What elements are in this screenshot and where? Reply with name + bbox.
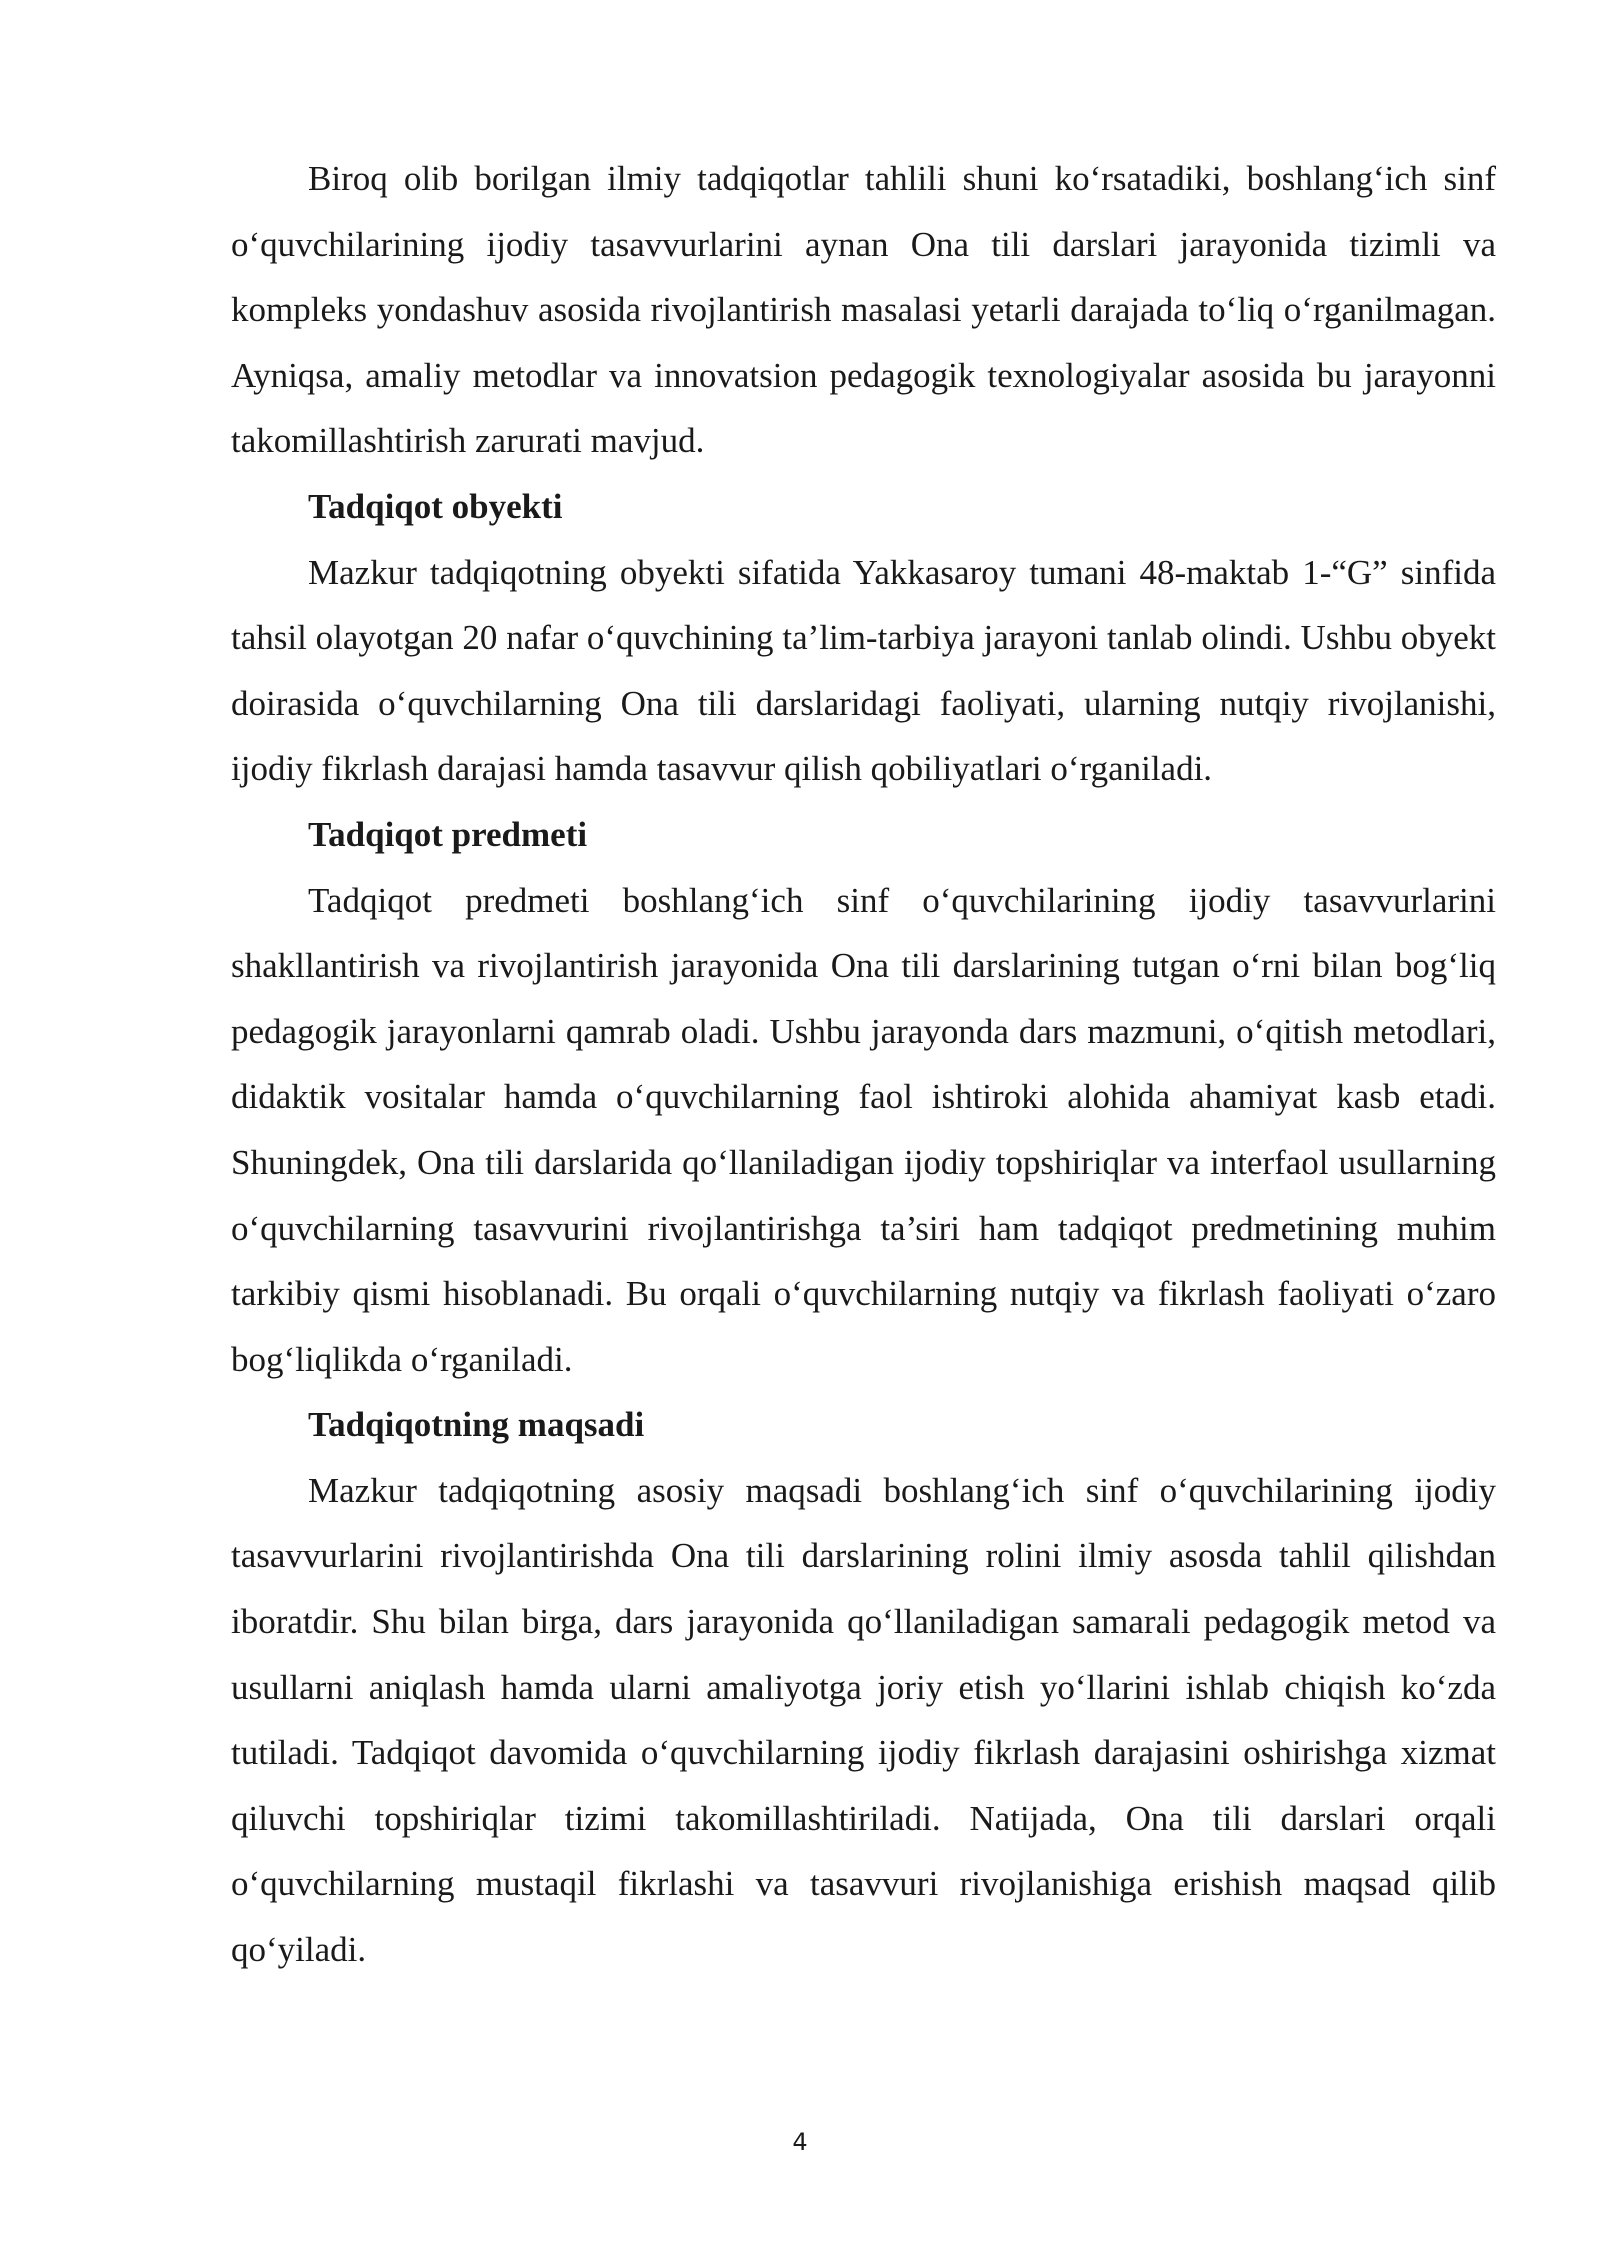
page-number: 4 (792, 2128, 808, 2156)
section-heading-subject: Tadqiqot predmeti (308, 814, 588, 854)
document-page (231, 146, 1496, 1983)
section-heading-goal: Tadqiqotning maqsadi (308, 1405, 645, 1445)
section-body-goal: Mazkur tadqiqotning asosiy maqsadi boshlang‘ich sinf o‘quvchilarining ijodiy tasavvurlarini rivojlantirishda Ona tili darslarining rolini ilmiy asosda tahlil qilishdan iboratdir. Shu bilan birga, dars jarayonida qo‘llaniladigan samarali pedagogik metod va usullarni aniqlash hamda ularni amaliyotga joriy etish yo‘llarini ishlab chiqish ko‘zda tutiladi. Tadqiqot davomida o‘quvchilarning ijodiy fikrlash darajasini oshirishga xizmat qiluvchi topshiriqlar tizimi takomillashtiriladi. Natijada, Ona tili darslari orqali o‘quvchilarning mustaqil fikrlashi va tasavvuri rivojlanishiga erishish maqsad qilib qo‘yiladi. (231, 1470, 1496, 1970)
section-heading-object: Tadqiqot obyekti (308, 486, 563, 526)
section-body-object: Mazkur tadqiqotning obyekti sifatida Yakkasaroy tumani 48-maktab 1-“G” sinfida tahsil olayotgan 20 nafar o‘quvchining ta’lim-tarbiya jarayoni tanlab olindi. Ushbu obyekt doirasida o‘quvchilarning Ona tili darslaridagi faoliyati, ularning nutqiy rivojlanishi, ijodiy fikrlash darajasi hamda tasavvur qilish qobiliyatlari o‘rganiladi. (231, 552, 1496, 789)
section-body-subject: Tadqiqot predmeti boshlang‘ich sinf o‘quvchilarining ijodiy tasavvurlarini shakllantirish va rivojlantirish jarayonida Ona tili darslarining tutgan o‘rni bilan bog‘liq pedagogik jarayonlarni qamrab oladi. Ushbu jarayonda dars mazmuni, o‘qitish metodlari, didaktik vositalar hamda o‘quvchilarning faol ishtiroki alohida ahamiyat kasb etadi. Shuningdek, Ona tili darslarida qo‘llaniladigan ijodiy topshiriqlar va interfaol usullarning o‘quvchilarning tasavvurini rivojlantirishga ta’siri ham tadqiqot predmetining muhim tarkibiy qismi hisoblanadi. Bu orqali o‘quvchilarning nutqiy va fikrlash faoliyati o‘zaro bog‘liqlikda o‘rganiladi. (231, 880, 1496, 1379)
intro-paragraph: Biroq olib borilgan ilmiy tadqiqotlar tahlili shuni ko‘rsatadiki, boshlang‘ich sinf o‘quvchilarining ijodiy tasavvurlarini aynan Ona tili darslari jarayonida tizimli va kompleks yondashuv asosida rivojlantirish masalasi yetarli darajada to‘liq o‘rganilmagan. Ayniqsa, amaliy metodlar va innovatsion pedagogik texnologiyalar asosida bu jarayonni takomillashtirish zarurati mavjud. (231, 159, 1496, 461)
